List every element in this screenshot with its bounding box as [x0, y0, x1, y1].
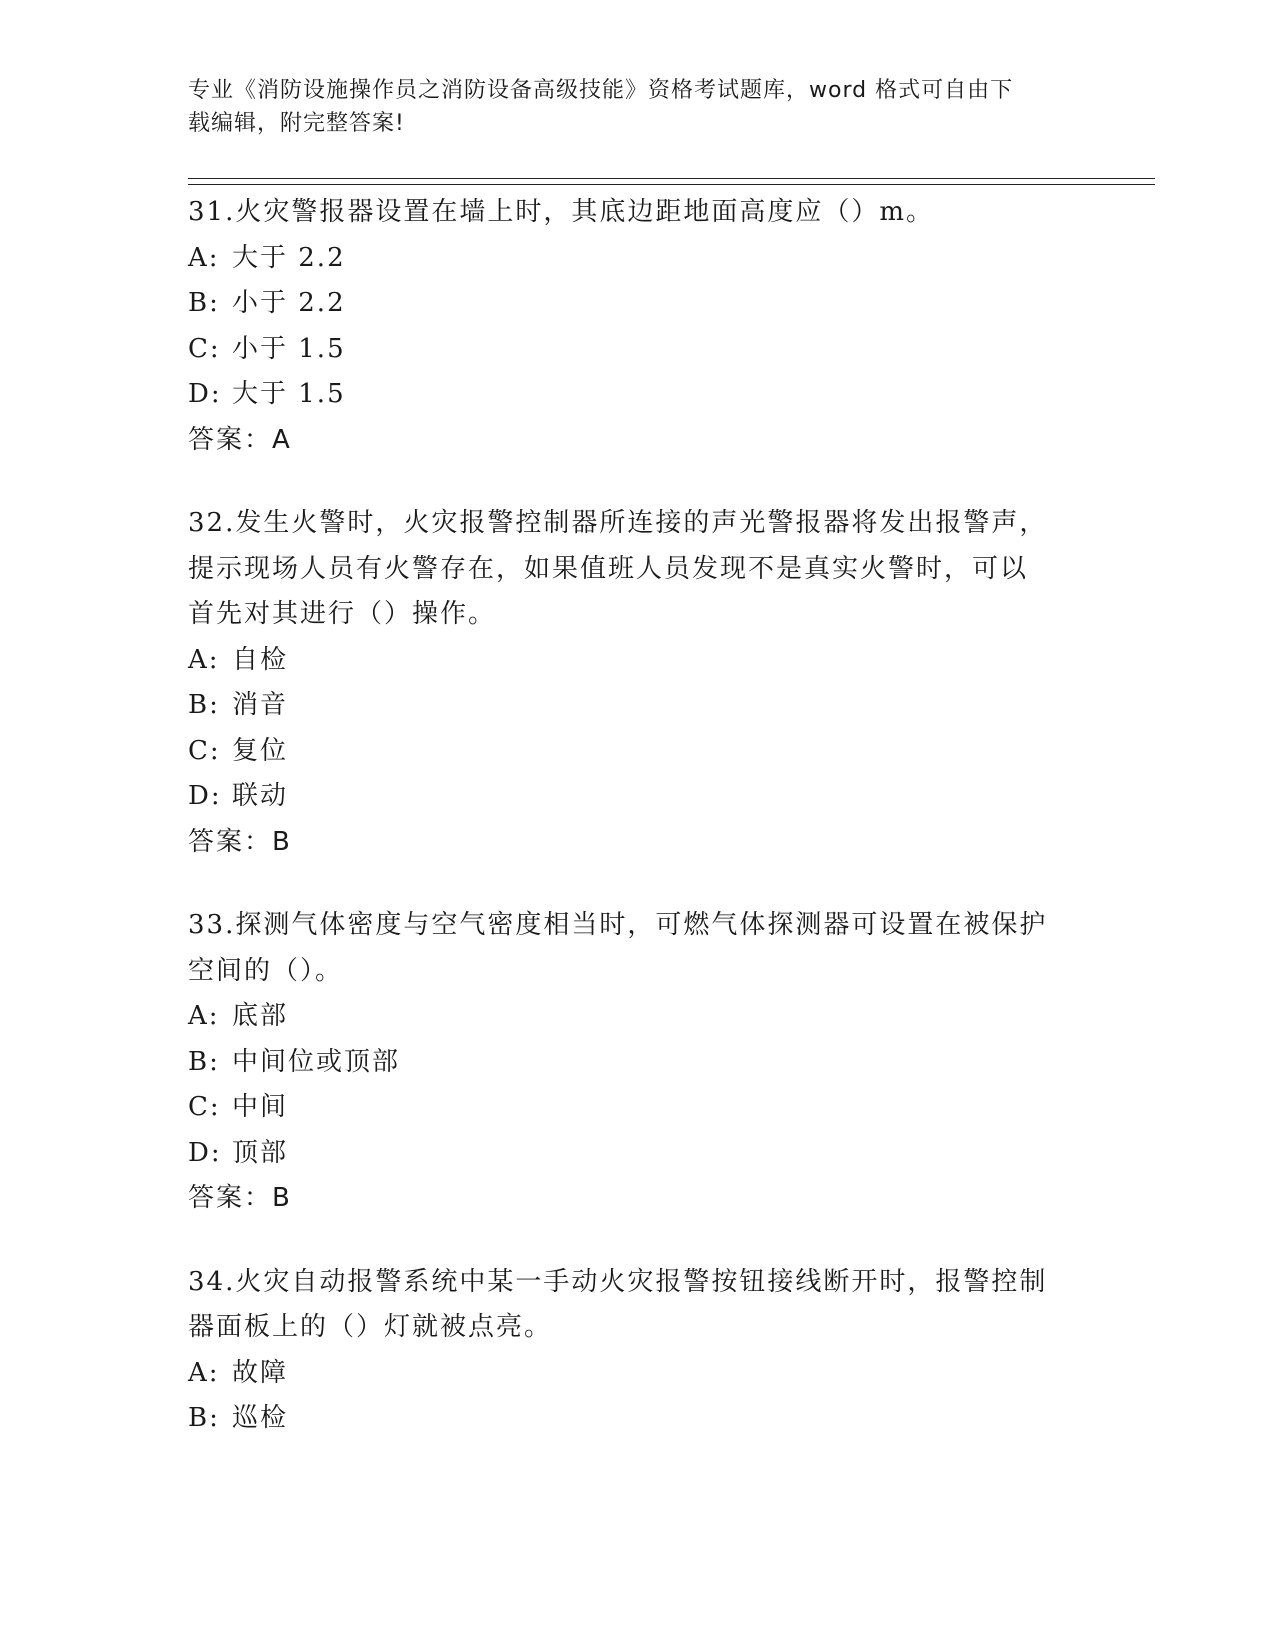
- document-header: [188, 74, 1078, 140]
- option-letter: C:: [188, 1092, 221, 1122]
- option-row: [188, 281, 1088, 327]
- option-text: 底部: [232, 1001, 289, 1031]
- option-letter: A:: [188, 644, 220, 675]
- header-line-2: 载编辑，附完整答案!: [188, 111, 405, 136]
- option-letter: A:: [188, 1357, 220, 1388]
- option-letter: D:: [188, 781, 222, 811]
- answer-line: 答案：B: [188, 826, 292, 857]
- option-letter: B:: [188, 1403, 220, 1433]
- option-text: 中间: [232, 1092, 289, 1122]
- option-text: 小于 2.2: [232, 288, 346, 318]
- option-row: [188, 372, 1088, 418]
- option-letter: D:: [188, 379, 222, 409]
- option-letter: C:: [188, 333, 221, 364]
- option-row: [188, 683, 1088, 729]
- option-row: [188, 729, 1088, 775]
- header-divider-bottom: [188, 184, 1155, 185]
- option-text: 自检: [232, 644, 289, 675]
- option-letter: B:: [188, 288, 220, 318]
- option-text: 联动: [232, 781, 289, 811]
- option-letter: B:: [188, 1046, 220, 1077]
- option-row: [188, 638, 1088, 684]
- option-row: [188, 1040, 1088, 1086]
- answer-line: 答案：A: [188, 424, 292, 455]
- option-text: 巡检: [232, 1403, 289, 1433]
- option-text: 大于 1.5: [232, 379, 346, 409]
- question-stem-line: 首先对其进行（）操作。: [188, 599, 497, 629]
- option-letter: B:: [188, 690, 220, 720]
- option-letter: A:: [188, 242, 220, 273]
- question-stem-line: 33.探测气体密度与空气密度相当时，可燃气体探测器可设置在被保护: [188, 910, 1048, 940]
- option-text: 故障: [232, 1357, 289, 1388]
- question-block: [188, 190, 1088, 463]
- option-text: 小于 1.5: [232, 333, 346, 364]
- option-row: [188, 327, 1088, 373]
- option-row: [188, 1396, 1088, 1442]
- question-stem-line: 34.火灾自动报警系统中某一手动火灾报警按钮接线断开时，报警控制: [188, 1266, 1048, 1297]
- option-text: 复位: [232, 735, 289, 766]
- option-letter: C:: [188, 735, 221, 766]
- header-divider-top: [188, 178, 1155, 179]
- option-letter: A:: [188, 1001, 220, 1031]
- question-stem-line: 31.火灾警报器设置在墙上时，其底边距地面高度应（）m。: [188, 197, 935, 227]
- option-row: [188, 1131, 1088, 1177]
- question-block: [188, 1260, 1088, 1442]
- question-block: [188, 903, 1088, 1222]
- option-row: [188, 1351, 1088, 1397]
- question-stem-line: 32.发生火警时，火灾报警控制器所连接的声光警报器将发出报警声，: [188, 508, 1048, 538]
- option-row: [188, 774, 1088, 820]
- question-stem-line: 提示现场人员有火警存在，如果值班人员发现不是真实火警时，可以: [188, 553, 1029, 584]
- question-stem-line: 器面板上的（）灯就被点亮。: [188, 1312, 553, 1342]
- option-text: 大于 2.2: [232, 242, 346, 273]
- option-text: 顶部: [232, 1137, 289, 1168]
- option-row: [188, 994, 1088, 1040]
- header-line-1: 专业《消防设施操作员之消防设备高级技能》资格考试题库，word 格式可自由下: [188, 78, 1014, 103]
- option-letter: D:: [188, 1137, 222, 1168]
- option-text: 中间位或顶部: [232, 1046, 401, 1077]
- option-row: [188, 1085, 1088, 1131]
- answer-line: 答案：B: [188, 1183, 292, 1213]
- question-block: [188, 501, 1088, 865]
- option-text: 消音: [232, 690, 289, 720]
- question-list: [188, 190, 1088, 1480]
- question-stem-line: 空间的（）。: [188, 955, 344, 986]
- option-row: [188, 236, 1088, 282]
